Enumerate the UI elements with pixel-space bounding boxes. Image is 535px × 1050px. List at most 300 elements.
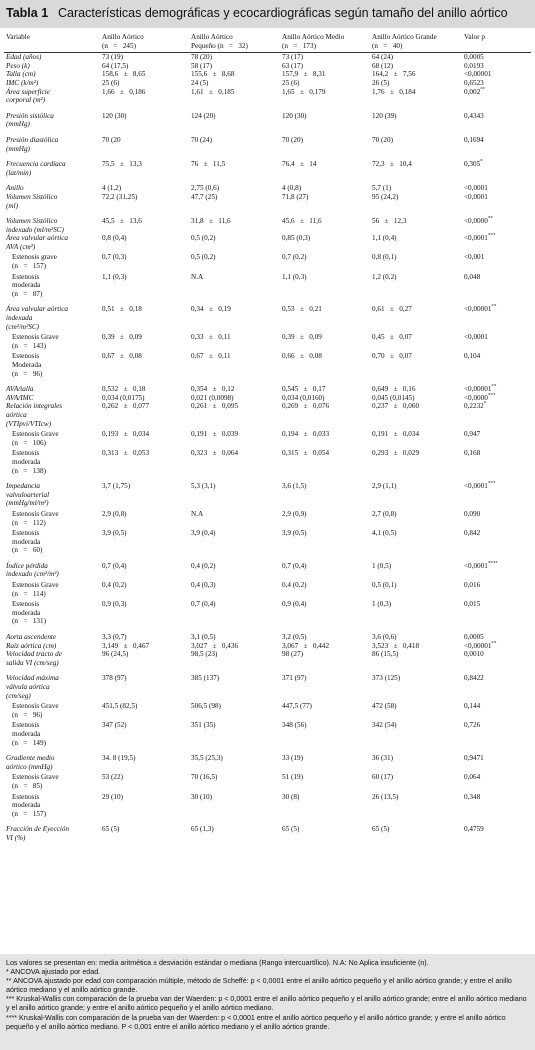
variable-line: moderada: [12, 537, 41, 546]
value-cell: 1 (0,3): [372, 600, 392, 609]
value-cell: 0,315 ± 0,054: [282, 449, 330, 458]
value-cell: 155,6 ± 8,68: [191, 70, 235, 79]
variable-line: (n = 60): [12, 546, 43, 555]
value-cell: 378 (97): [102, 674, 127, 683]
pvalue-text: <0,00001: [464, 70, 492, 79]
variable-cell: [4, 428, 100, 447]
header-line: (n = 40): [372, 41, 403, 50]
table-footnotes: [0, 954, 535, 1050]
header-line: Anillo Aórtico: [102, 33, 144, 41]
variable-line: AVA (cm²): [6, 242, 36, 251]
value-cell: 31,8 ± 11,6: [191, 217, 231, 226]
variable-line: Presión diastólica: [6, 135, 59, 144]
header-row: [4, 30, 531, 53]
variable-line: Fracción de Eyección: [6, 825, 70, 834]
variable-cell: [4, 555, 100, 579]
variable-cell: [4, 527, 100, 555]
value-cell: 25 (6): [282, 78, 300, 87]
variable-line: (n = 149): [12, 738, 46, 747]
value-cell: 26 (13,5): [372, 792, 399, 801]
variable-line: Estenosis: [12, 352, 40, 361]
variable-line: (n = 143): [12, 341, 46, 350]
variable-cell: [4, 350, 100, 378]
value-cell: 0,293 ± 0,029: [372, 449, 420, 458]
pvalue-text: <0,00001: [464, 385, 492, 394]
header-medium: [280, 30, 370, 53]
pvalue-cell: [462, 402, 531, 428]
pvalue-text: 0,016: [464, 581, 481, 590]
pvalue-text: 0,726: [464, 721, 481, 730]
value-cell: 157,9 ± 8,31: [282, 70, 326, 79]
value-cell: 3,027 ± 0,436: [191, 641, 239, 650]
value-cell: 0,8 (0,1): [372, 253, 397, 262]
value-cell: 373 (125): [372, 674, 401, 683]
value-cell: 24 (5): [191, 78, 209, 87]
value-cell: 65 (5): [282, 825, 300, 834]
table-row: [4, 626, 531, 642]
value-cell: 70 (20): [282, 135, 303, 144]
value-cell: 0,021 (0,0098): [191, 393, 234, 402]
variable-cell: [4, 771, 100, 790]
variable-cell: [4, 650, 100, 667]
value-cell: 0,70 ± 0,07: [372, 352, 412, 361]
variable-line: válvula aórtica: [6, 683, 50, 691]
table-row: [4, 62, 531, 71]
value-cell: 3,9 (0,5): [282, 529, 307, 538]
pvalue-text: 0,947: [464, 430, 481, 439]
variable-line: Estenosis: [12, 792, 40, 801]
value-cell: 0,313 ± 0,053: [102, 449, 150, 458]
pvalue-text: 0,090: [464, 509, 481, 518]
variable-line: (lat/min): [6, 168, 32, 177]
value-cell: 0,191 ± 0,039: [191, 430, 239, 439]
pvalue-text: 0,015: [464, 600, 481, 609]
variable-line: moderada: [12, 281, 41, 290]
value-cell: 0,034 (0,0160): [282, 393, 325, 402]
variable-line: (n = 96): [12, 710, 43, 719]
variable-line: IMC (k/m²): [6, 78, 39, 87]
value-cell: 0,61 ± 0,27: [372, 305, 412, 314]
pvalue-text: 0,064: [464, 773, 481, 782]
variable-line: Estenosis Grave: [12, 581, 59, 590]
pvalue-cell: [462, 350, 531, 378]
table-row: [4, 234, 531, 251]
pvalue-cell: [462, 719, 531, 747]
pvalue-footnote-marker: ****: [487, 561, 498, 567]
pvalue-cell: [462, 447, 531, 475]
pvalue-cell: [462, 62, 531, 71]
value-cell: 0,649 ± 0,16: [372, 385, 416, 394]
table-row: [4, 271, 531, 299]
variable-line: Área superficie: [6, 87, 50, 96]
table-row: [4, 747, 531, 771]
value-cell: 73 (19): [102, 53, 123, 62]
value-cell: 71,8 (27): [282, 192, 309, 201]
pvalue-cell: [462, 88, 531, 105]
value-cell: 72,3 ± 10,4: [372, 160, 412, 169]
pvalue-cell: [462, 193, 531, 210]
table-row: [4, 210, 531, 234]
value-cell: 51 (19): [282, 773, 303, 782]
value-cell: 0,4 (0,3): [191, 581, 216, 590]
variable-line: (n = 114): [12, 589, 46, 598]
variable-cell: [4, 667, 100, 700]
variable-line: (ml): [6, 201, 18, 210]
pvalue-text: 0,305: [464, 160, 481, 169]
pvalue-text: <0,0001: [464, 192, 488, 201]
header-line: Anillo Aórtico Grande: [372, 33, 437, 41]
value-cell: 0,67 ± 0,11: [191, 352, 231, 361]
value-cell: 75,5 ± 13,3: [102, 160, 142, 169]
pvalue-footnote-marker: **: [491, 305, 497, 311]
value-cell: 3,6 (0,6): [372, 633, 397, 642]
variable-line: corporal (m²): [6, 96, 46, 105]
table-row: [4, 53, 531, 62]
value-cell: 451,5 (82,5): [102, 702, 138, 711]
value-cell: 0,66 ± 0,08: [282, 352, 322, 361]
value-cell: 0,39 ± 0,09: [102, 333, 142, 342]
value-cell: 70 (16,5): [191, 773, 218, 782]
variable-cell: [4, 447, 100, 475]
variable-line: (n = 85): [12, 781, 43, 790]
pvalue-cell: [462, 105, 531, 129]
pvalue-cell: [462, 234, 531, 251]
value-cell: 0,545 ± 0,17: [282, 385, 326, 394]
value-cell: 0,85 (0,3): [282, 234, 311, 243]
variable-line: moderada: [12, 457, 41, 466]
value-cell: 45,6 ± 11,6: [282, 217, 322, 226]
value-cell: 0,7 (0,4): [102, 561, 127, 570]
value-cell: 1,1 (0,4): [372, 234, 397, 243]
pvalue-cell: [462, 650, 531, 667]
pvalue-cell: [462, 331, 531, 350]
variable-line: Relación integrales: [6, 402, 63, 411]
variable-cell: [4, 53, 100, 62]
pvalue-text: <0,00001: [464, 305, 492, 314]
variable-line: aórtico (mmHg): [6, 762, 53, 771]
value-cell: 78 (20): [191, 53, 212, 62]
value-cell: 0,5 (0,2): [191, 234, 216, 243]
value-cell: 1,65 ± 0,179: [282, 87, 326, 96]
value-cell: 70 (20: [102, 135, 121, 144]
value-cell: 3,9 (0,5): [102, 529, 127, 538]
variable-line: Estenosis Grave: [12, 430, 59, 439]
pvalue-text: <0,0001: [464, 482, 488, 491]
variable-line: (n = 112): [12, 518, 46, 527]
value-cell: 164,2 ± 7,56: [372, 70, 416, 79]
value-cell: 3,1 (0,5): [191, 633, 216, 642]
table-row: [4, 719, 531, 747]
value-cell: 1,2 (0,2): [372, 272, 397, 281]
value-cell: 3,6 (1,5): [282, 482, 307, 491]
value-cell: 70 (24): [191, 135, 212, 144]
pvalue-footnote-marker: **: [480, 87, 486, 93]
variable-cell: [4, 719, 100, 747]
pvalue-text: 0,0010: [464, 650, 484, 659]
value-cell: 0,269 ± 0,076: [282, 402, 330, 411]
pvalue-cell: [462, 53, 531, 62]
value-cell: 3,523 ± 0,418: [372, 641, 420, 650]
table-row: [4, 650, 531, 667]
variable-line: AVA/talla: [6, 385, 34, 394]
pvalue-footnote-marker: ***: [487, 481, 496, 487]
footnote: **** Kruskal-Wallis con comparación de la prueba van der Waerden: p < 0,0001 entre el anillo aórtico pequeño y el anillo aórtico grande; y entre el anillo aórtico pequeño y el anillo aórtico mediano. P < 0,001 entre el anillo aórtico mediano y el anillo aórtico grande.: [6, 1013, 506, 1031]
table-body: [4, 53, 531, 843]
variable-line: Estenosis: [12, 272, 40, 281]
variable-line: (VTIpvi/VTIcw): [6, 419, 52, 428]
value-cell: 158,6 ± 8,65: [102, 70, 146, 79]
pvalue-text: 0,4759: [464, 825, 484, 834]
value-cell: 0,39 ± 0,09: [282, 333, 322, 342]
variable-cell: [4, 508, 100, 527]
value-cell: 3,149 ± 0,467: [102, 641, 150, 650]
header-line: Variable: [6, 33, 30, 41]
value-cell: 30 (8): [282, 792, 300, 801]
variable-cell: [4, 129, 100, 153]
table-row: [4, 402, 531, 428]
table-row: [4, 818, 531, 842]
pvalue-text: 0,348: [464, 792, 481, 801]
value-cell: 0,262 ± 0,077: [102, 402, 150, 411]
value-cell: 342 (54): [372, 721, 397, 730]
variable-line: indexada: [6, 314, 33, 323]
pvalue-cell: [462, 251, 531, 270]
variable-line: Estenosis: [12, 600, 40, 609]
table-row: [4, 394, 531, 403]
value-cell: 68 (12): [372, 61, 393, 70]
variable-cell: [4, 626, 100, 642]
variable-cell: [4, 251, 100, 270]
value-cell: 124 (20): [191, 111, 216, 120]
value-cell: 371 (97): [282, 674, 307, 683]
pvalue-cell: [462, 428, 531, 447]
pvalue-text: 0,842: [464, 529, 481, 538]
pvalue-text: <0,001: [464, 253, 485, 262]
variable-line: salida VI (cm/seg): [6, 658, 59, 667]
value-cell: 0,045 (0,0145): [372, 393, 415, 402]
value-cell: 0,7 (0,4): [282, 561, 307, 570]
pvalue-cell: [462, 378, 531, 394]
value-cell: 0,8 (0,4): [102, 234, 127, 243]
value-cell: 76,4 ± 14: [282, 160, 317, 169]
value-cell: 98 (27): [282, 650, 303, 659]
pvalue-text: 0,168: [464, 449, 481, 458]
value-cell: 1 (0,5): [372, 561, 392, 570]
variable-line: (n = 87): [12, 289, 43, 298]
variable-cell: [4, 210, 100, 234]
variable-line: Estenosis Grave: [12, 702, 59, 711]
value-cell: 447,5 (77): [282, 702, 312, 711]
pvalue-text: 0,0193: [464, 61, 484, 70]
value-cell: 76 ± 11,5: [191, 160, 226, 169]
footnote: * ANCOVA ajustado por edad.: [6, 968, 101, 977]
header-line: (n = 173): [282, 41, 316, 50]
pvalue-cell: [462, 791, 531, 819]
variable-cell: [4, 402, 100, 428]
pvalue-cell: [462, 818, 531, 842]
pvalue-text: 0,0005: [464, 633, 484, 642]
variable-cell: [4, 331, 100, 350]
table-row: [4, 79, 531, 88]
pvalue-text: 0,1694: [464, 135, 484, 144]
variable-cell: [4, 88, 100, 105]
value-cell: 385 (137): [191, 674, 220, 683]
variable-cell: [4, 177, 100, 193]
table-row: [4, 129, 531, 153]
variable-line: Velocidad máxima: [6, 674, 59, 683]
table-row: [4, 700, 531, 719]
pvalue-text: <0,0001: [464, 333, 488, 342]
table-row: [4, 153, 531, 177]
variable-line: Área valvular aórtica: [6, 234, 69, 243]
value-cell: 0,9 (0,3): [102, 600, 127, 609]
pvalue-text: 0,8422: [464, 674, 484, 683]
value-cell: 65 (5): [372, 825, 390, 834]
value-cell: 0,5 (0,1): [372, 581, 397, 590]
variable-line: Estenosis Grave: [12, 773, 59, 782]
variable-line: valvuloarterial: [6, 490, 50, 499]
pvalue-text: 0,4343: [464, 111, 484, 120]
value-cell: 3,9 (0,4): [191, 529, 216, 538]
table-row: [4, 298, 531, 331]
pvalue-footnote-marker: *: [480, 159, 483, 165]
value-cell: 1,1 (0,3): [102, 272, 127, 281]
value-cell: 65 (1,3): [191, 825, 214, 834]
header-total: [100, 30, 189, 53]
footnote: ** ANCOVA ajustado por edad con comparación múltiple, método de Scheffé: p < 0,0001 entre el anillo aórtico pequeño y el anillo aórtico grande; y entre el anillo aórtico mediano y el anillo aórtico grande.: [6, 977, 512, 995]
table-row: [4, 475, 531, 508]
pvalue-cell: [462, 771, 531, 790]
value-cell: 0,7 (0,2): [282, 253, 307, 262]
variable-line: Talla (cm): [6, 70, 36, 79]
pvalue-cell: [462, 210, 531, 234]
value-cell: 472 (58): [372, 702, 397, 711]
table-row: [4, 791, 531, 819]
table-row: [4, 579, 531, 598]
header-pvalue: [462, 30, 531, 53]
value-cell: 0,4 (0,2): [282, 581, 307, 590]
value-cell: 2,7 (0,8): [372, 509, 397, 518]
table-row: [4, 642, 531, 651]
pvalue-footnote-marker: ***: [487, 233, 496, 239]
value-cell: 0,034 (0,0175): [102, 393, 145, 402]
variable-line: Estenosis grave: [12, 253, 57, 262]
value-cell: 3,7 (1,75): [102, 482, 131, 491]
pvalue-cell: [462, 527, 531, 555]
variable-line: Volumen Sistólico: [6, 192, 58, 201]
value-cell: 25 (6): [102, 78, 120, 87]
value-cell: N.A: [191, 509, 204, 518]
header-line: Valor p: [464, 33, 485, 41]
pvalue-footnote-marker: ***: [487, 393, 496, 399]
pvalue-cell: [462, 271, 531, 299]
pvalue-cell: [462, 626, 531, 642]
variable-cell: [4, 579, 100, 598]
variable-line: Anillo: [6, 184, 24, 193]
value-cell: 30 (10): [191, 792, 212, 801]
value-cell: 120 (39): [372, 111, 397, 120]
pvalue-text: 0,144: [464, 702, 481, 711]
pvalue-text: <0,0001: [464, 561, 488, 570]
value-cell: 1,61 ± 0,185: [191, 87, 235, 96]
value-cell: 3,3 (0,7): [102, 633, 127, 642]
value-cell: 58 (17): [191, 61, 212, 70]
table-row: [4, 598, 531, 626]
value-cell: 2,9 (0,8): [102, 509, 127, 518]
pvalue-cell: [462, 153, 531, 177]
value-cell: 95 (24,2): [372, 192, 399, 201]
value-cell: 34. 8 (19,5): [102, 754, 136, 763]
pvalue-cell: [462, 70, 531, 79]
pvalue-text: <0,0000: [464, 217, 488, 226]
variable-cell: [4, 79, 100, 88]
pvalue-cell: [462, 747, 531, 771]
header-variable: [4, 30, 100, 53]
table-row: [4, 667, 531, 700]
footnote: *** Kruskal-Wallis con comparación de la prueba van der Waerden: p < 0,0001 entre el anillo aórtico pequeño y el anillo aórtico grande; entre el anillo aórtico mediano y el anillo aórtico grande; y entre el anillo aórtico pequeño y el anillo aórtico mediano.: [6, 995, 527, 1013]
variable-line: Aorta ascendente: [6, 633, 57, 642]
variable-line: (n = 157): [12, 262, 46, 271]
value-cell: 0,9 (0,4): [282, 600, 307, 609]
variable-cell: [4, 298, 100, 331]
value-cell: 0,45 ± 0,07: [372, 333, 412, 342]
variable-line: Estenosis Grave: [12, 333, 59, 342]
value-cell: 2,9 (0,9): [282, 509, 307, 518]
value-cell: 0,5 (0,2): [191, 253, 216, 262]
value-cell: 63 (17): [282, 61, 303, 70]
pvalue-cell: [462, 598, 531, 626]
pvalue-cell: [462, 579, 531, 598]
value-cell: 0,51 ± 0,18: [102, 305, 142, 314]
variable-line: (n = 131): [12, 617, 46, 626]
value-cell: 4 (1,2): [102, 184, 122, 193]
value-cell: 33 (19): [282, 754, 303, 763]
pvalue-cell: [462, 177, 531, 193]
value-cell: 0,323 ± 0,064: [191, 449, 239, 458]
variable-cell: [4, 700, 100, 719]
value-cell: N.A: [191, 272, 204, 281]
variable-line: moderada: [12, 729, 41, 738]
table-row: [4, 193, 531, 210]
pvalue-footnote-marker: *: [483, 401, 487, 407]
value-cell: 0,193 ± 0,034: [102, 430, 150, 439]
table-row: [4, 555, 531, 579]
variable-cell: [4, 394, 100, 403]
value-cell: 96 (24,5): [102, 650, 129, 659]
header-small: [189, 30, 280, 53]
value-cell: 0,191 ± 0,034: [372, 430, 420, 439]
variable-cell: [4, 62, 100, 71]
variable-line: (n = 106): [12, 438, 46, 447]
value-cell: 5,3 (3,1): [191, 482, 216, 491]
variable-line: (n = 138): [12, 466, 46, 475]
pvalue-cell: [462, 298, 531, 331]
pvalue-footnote-marker: **: [487, 216, 493, 222]
variable-line: Edad (años): [6, 53, 42, 62]
pvalue-cell: [462, 642, 531, 651]
table-row: [4, 177, 531, 193]
variable-line: (cm/seg): [6, 691, 31, 700]
value-cell: 2,75 (0,6): [191, 184, 220, 193]
variable-cell: [4, 598, 100, 626]
value-cell: 120 (30): [102, 111, 127, 120]
value-cell: 0,4 (0,2): [191, 561, 216, 570]
value-cell: 98,5 (23): [191, 650, 218, 659]
table-row: [4, 428, 531, 447]
value-cell: 5,7 (1): [372, 184, 392, 193]
pvalue-text: 0,0005: [464, 53, 484, 62]
variable-line: Estenosis Grave: [12, 509, 59, 518]
